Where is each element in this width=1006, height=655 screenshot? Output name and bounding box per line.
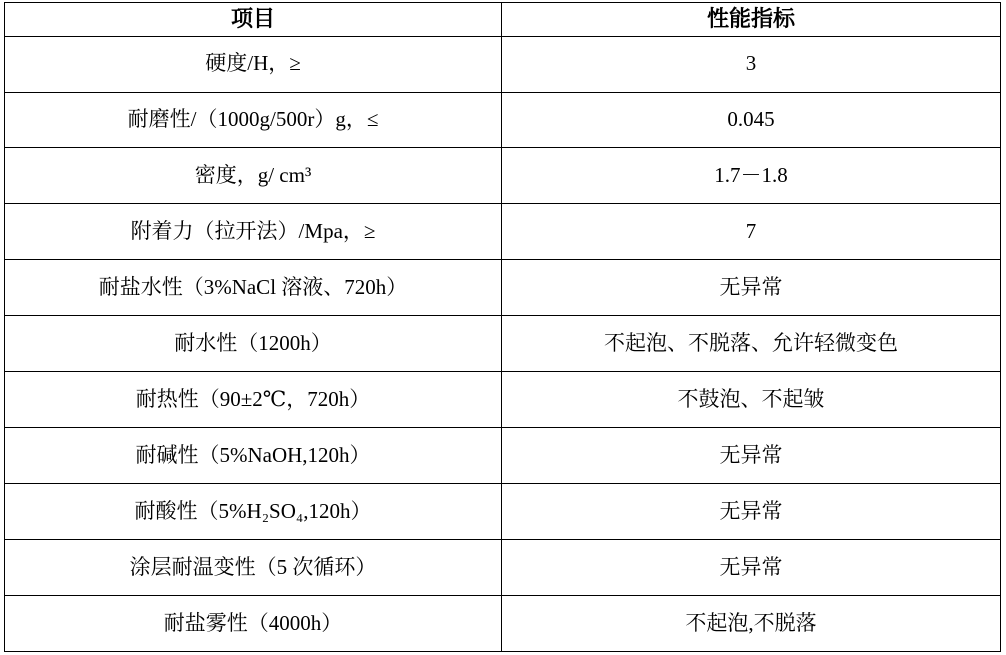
table-row	[5, 540, 1001, 596]
row-item-text: 耐盐水性（3%NaCl 溶液、720h）	[98, 275, 408, 300]
row-item-text: 耐酸性（5%H₂SO₄,120h）	[134, 498, 372, 523]
table-row	[5, 204, 1001, 260]
table-row	[5, 372, 1001, 428]
row-item-text: 耐水性（1200h）	[174, 331, 332, 356]
row-value-text: 无异常	[719, 498, 783, 523]
row-value-cell	[502, 92, 1001, 148]
row-item-cell	[5, 92, 502, 148]
row-item-text: 耐热性（90±2℃，720h）	[135, 387, 371, 412]
table-row	[5, 260, 1001, 316]
row-item-cell	[5, 260, 502, 316]
table-row	[5, 484, 1001, 540]
row-value-text: 无异常	[719, 275, 783, 300]
column-header-item	[5, 3, 502, 37]
table-row	[5, 92, 1001, 148]
row-value-cell	[502, 540, 1001, 596]
row-item-cell	[5, 372, 502, 428]
table-row	[5, 595, 1001, 651]
row-value-text: 不起泡,不脱落	[685, 610, 817, 635]
row-item-cell	[5, 595, 502, 651]
row-item-text: 耐盐雾性（4000h）	[163, 610, 343, 635]
row-item-cell	[5, 540, 502, 596]
row-item-text: 硬度/H，≥	[205, 51, 301, 76]
row-value-cell	[502, 36, 1001, 92]
row-value-text: 无异常	[719, 442, 783, 467]
row-item-cell	[5, 204, 502, 260]
row-value-text: 1.7－1.8	[714, 163, 788, 188]
row-value-cell	[502, 595, 1001, 651]
table-row	[5, 148, 1001, 204]
row-item-cell	[5, 428, 502, 484]
row-item-text: 涂层耐温变性（5 次循环）	[129, 554, 377, 579]
row-item-cell	[5, 148, 502, 204]
row-item-cell	[5, 36, 502, 92]
row-value-cell	[502, 260, 1001, 316]
row-value-cell	[502, 428, 1001, 484]
column-header-item-label: 项目	[230, 6, 275, 31]
row-value-text: 3	[745, 51, 757, 76]
row-item-text: 附着力（拉开法）/Mpa，≥	[130, 219, 376, 244]
row-item-text: 耐磨性/（1000g/500r）g，≤	[127, 107, 379, 132]
row-item-cell	[5, 484, 502, 540]
row-value-cell	[502, 316, 1001, 372]
row-value-text: 0.045	[727, 107, 775, 132]
table-row	[5, 428, 1001, 484]
table-row	[5, 36, 1001, 92]
row-value-cell	[502, 372, 1001, 428]
row-value-cell	[502, 484, 1001, 540]
specification-table	[4, 2, 1001, 652]
row-value-cell	[502, 148, 1001, 204]
table-header-row	[5, 3, 1001, 37]
row-value-text: 不起泡、不脱落、允许轻微变色	[604, 331, 898, 356]
row-value-text: 7	[745, 219, 757, 244]
column-header-value	[502, 3, 1001, 37]
row-item-text: 密度，g/ cm³	[194, 163, 312, 188]
row-value-cell	[502, 204, 1001, 260]
column-header-value-label: 性能指标	[706, 6, 795, 31]
row-item-text: 耐碱性（5%NaOH,120h）	[135, 442, 371, 467]
row-value-text: 不鼓泡、不起皱	[677, 387, 825, 412]
row-value-text: 无异常	[719, 554, 783, 579]
table-row	[5, 316, 1001, 372]
row-item-cell	[5, 316, 502, 372]
